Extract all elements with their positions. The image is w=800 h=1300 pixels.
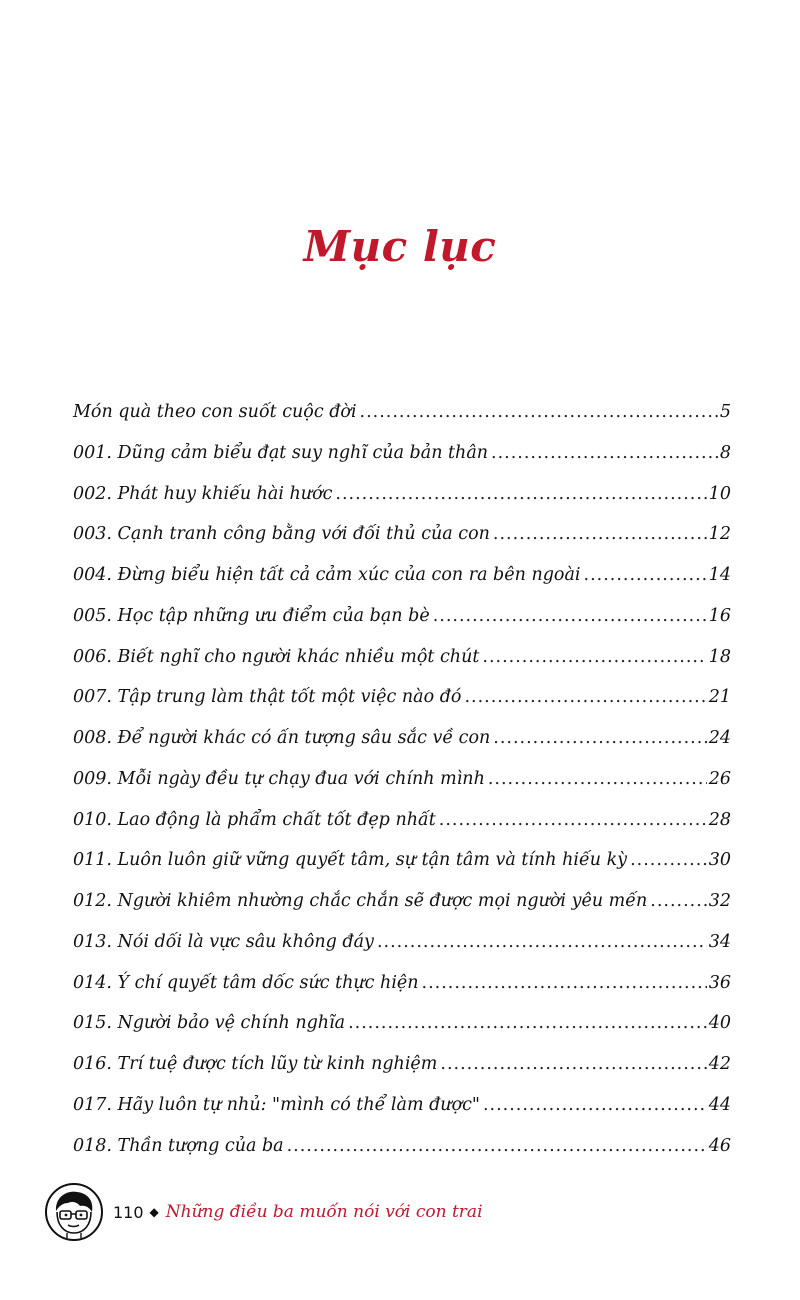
toc-entry-title: 013. Nói dối là vực sâu không đáy — [73, 931, 374, 952]
toc-entry-title: 001. Dũng cảm biểu đạt suy nghĩ của bản thân — [73, 442, 489, 463]
toc-entry-page: 24 — [708, 728, 731, 748]
toc-entry-page: 8 — [719, 442, 731, 463]
toc-entry-title: 005. Học tập những ưu điểm của bạn bè — [73, 605, 430, 626]
toc-entry[interactable] — [73, 1003, 731, 1044]
toc-entry-page: 28 — [708, 809, 731, 830]
toc-leader-dots — [464, 677, 706, 718]
toc-entry-title: 018. Thần tượng của ba — [73, 1135, 284, 1156]
toc-leader-dots — [335, 474, 706, 515]
toc-entry-title: 002. Phát huy khiếu hài hước — [73, 483, 333, 504]
toc-leader-dots — [440, 1044, 706, 1085]
toc-entry-page: 40 — [708, 1013, 731, 1034]
toc-entry[interactable] — [73, 881, 731, 922]
toc-leader-dots — [493, 718, 706, 759]
toc-leader-dots — [488, 759, 707, 800]
toc-leader-dots — [348, 1003, 707, 1044]
toc-entry-page: 12 — [708, 524, 731, 545]
toc-entry-title: 011. Luôn luôn giữ vững quyết tâm, sự tận tâm và tính hiếu kỳ — [73, 850, 628, 871]
toc-entry-title: 014. Ý chí quyết tâm dốc sức thực hiện — [73, 972, 419, 993]
toc-entry[interactable] — [73, 555, 731, 596]
toc-entry-page: 18 — [708, 646, 731, 667]
toc-entry[interactable] — [73, 800, 731, 841]
toc-entry[interactable] — [73, 759, 731, 800]
toc-entry-title: 003. Cạnh tranh công bằng với đối thủ của con — [73, 524, 490, 545]
toc-entry[interactable] — [73, 922, 731, 963]
toc-leader-dots — [483, 1085, 707, 1126]
toc-leader-dots — [491, 433, 718, 474]
toc-entry[interactable] — [73, 1044, 731, 1085]
table-of-contents — [73, 392, 731, 1166]
toc-entry-page: 5 — [719, 402, 731, 422]
toc-entry-title: 016. Trí tuệ được tích lũy từ kinh nghiệm — [73, 1054, 438, 1074]
toc-entry-title: 004. Đừng biểu hiện tất cả cảm xúc của con ra bên ngoài — [73, 565, 581, 585]
toc-entry-page: 46 — [708, 1135, 731, 1156]
toc-entry-page: 34 — [708, 931, 731, 952]
toc-entry[interactable] — [73, 514, 731, 555]
toc-entry[interactable] — [73, 677, 731, 718]
book-title: Những điều ba muốn nói với con trai — [165, 1202, 483, 1222]
toc-entry[interactable] — [73, 963, 731, 1004]
toc-leader-dots — [630, 840, 707, 881]
toc-leader-dots — [482, 637, 706, 678]
toc-leader-dots — [360, 392, 718, 433]
toc-entry-page: 14 — [708, 565, 731, 585]
toc-entry-page: 44 — [708, 1094, 731, 1115]
toc-entry[interactable] — [73, 392, 731, 433]
page-title: Mục lục — [303, 222, 497, 271]
toc-entry-page: 21 — [708, 687, 731, 708]
page-footer — [45, 1182, 483, 1242]
toc-entry-title: Món quà theo con suốt cuộc đời — [73, 402, 357, 422]
toc-leader-dots — [377, 922, 707, 963]
toc-entry-title: 017. Hãy luôn tự nhủ: "mình có thể làm được" — [73, 1094, 480, 1115]
toc-leader-dots — [422, 963, 707, 1004]
toc-entry[interactable] — [73, 433, 731, 474]
toc-leader-dots — [584, 555, 707, 596]
toc-entry[interactable] — [73, 637, 731, 678]
toc-entry-title: 009. Mỗi ngày đều tự chạy đua với chính mình — [73, 768, 485, 789]
toc-leader-dots — [493, 514, 707, 555]
toc-leader-dots — [439, 800, 707, 841]
toc-entry-title: 008. Để người khác có ấn tượng sâu sắc về con — [73, 728, 491, 748]
boy-with-glasses-icon — [45, 1183, 103, 1241]
toc-entry[interactable] — [73, 840, 731, 881]
toc-entry-title: 007. Tập trung làm thật tốt một việc nào đó — [73, 687, 462, 708]
toc-entry[interactable] — [73, 718, 731, 759]
diamond-bullet-icon: ◆ — [149, 1205, 159, 1219]
toc-entry-page: 16 — [708, 605, 731, 626]
toc-entry[interactable] — [73, 1085, 731, 1126]
toc-entry[interactable] — [73, 596, 731, 637]
toc-entry-page: 42 — [708, 1054, 731, 1074]
toc-entry-title: 006. Biết nghĩ cho người khác nhiều một chút — [73, 646, 480, 667]
toc-entry[interactable] — [73, 1126, 731, 1167]
toc-entry-page: 32 — [708, 891, 731, 911]
toc-leader-dots — [287, 1126, 707, 1167]
toc-entry-page: 30 — [708, 850, 731, 871]
toc-entry-title: 012. Người khiêm nhường chắc chắn sẽ được mọi người yêu mến — [73, 891, 648, 911]
toc-leader-dots — [650, 881, 706, 922]
toc-entry-title: 015. Người bảo vệ chính nghĩa — [73, 1013, 346, 1034]
toc-entry-page: 10 — [708, 483, 731, 504]
toc-leader-dots — [433, 596, 707, 637]
toc-entry[interactable] — [73, 474, 731, 515]
toc-entry-page: 36 — [708, 972, 731, 993]
toc-entry-page: 26 — [708, 768, 731, 789]
toc-entry-title: 010. Lao động là phẩm chất tốt đẹp nhất — [73, 809, 436, 830]
page-number: 110 — [113, 1202, 144, 1222]
